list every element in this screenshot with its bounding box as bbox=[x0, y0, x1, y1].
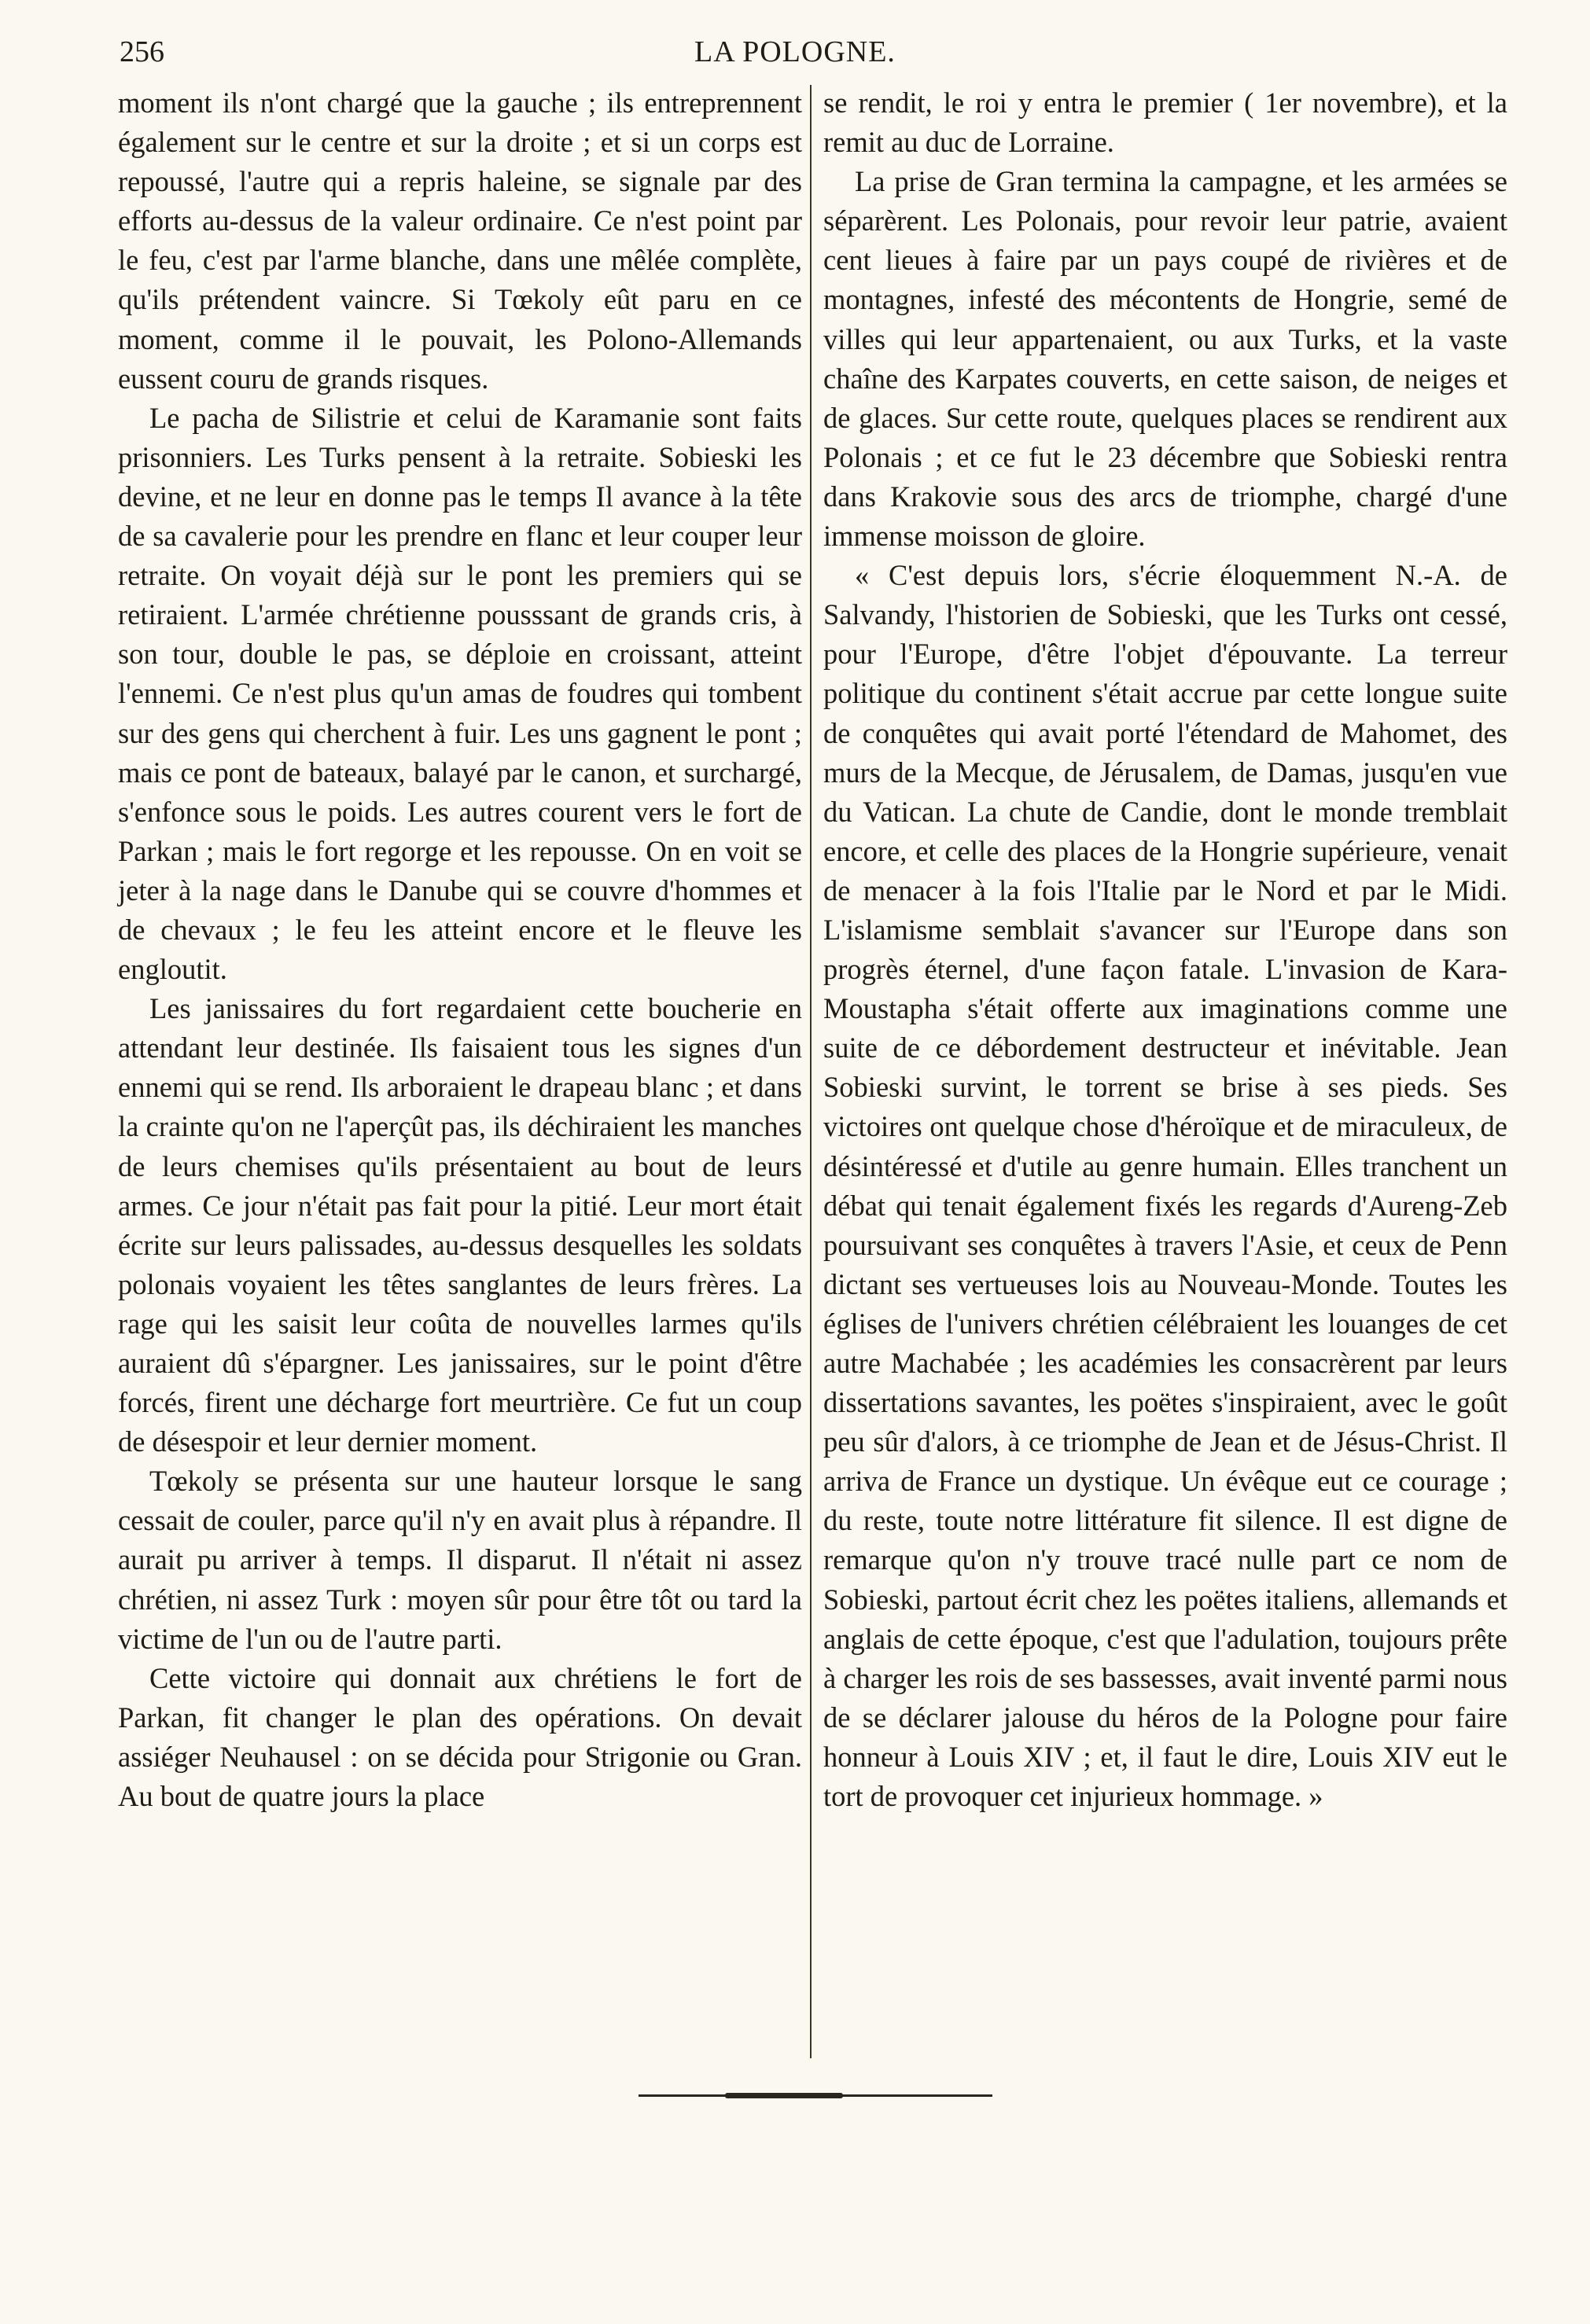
right-paragraph-3: « C'est depuis lors, s'écrie éloquemment N.-A. de Salvandy, l'historien de Sobieski, que les Turks ont cessé, pour l'Europe, d'être l'objet d'épouvante. La terreur politique du continent s'était accrue par cette longue suite de conquêtes qui avait porté l'étendard de Mahomet, des murs de la Mecque, de Jérusalem, de Damas, jusqu'en vue du Vatican. La chute de Candie, dont le monde tremblait encore, et celle des places de la Hongrie supérieure, venait de menacer à la fois l'Italie par le Nord et par le Midi. L'islamisme semblait s'avancer sur l'Europe dans son progrès éternel, d'une façon fatale. L'invasion de Kara-Moustapha s'était offerte aux imaginations comme une suite de ce débordement destructeur et inévitable. Jean Sobieski survint, le torrent se brise à ses pieds. Ses victoires ont quelque chose d'héroïque et de miraculeux, de désintéressé et d'utile au genre humain. Elles tranchent un débat qui tenait également fixés les regards d'Aureng-Zeb poursuivant ses conquêtes à travers l'Asie, et ceux de Penn dictant ses vertueuses lois au Nouveau-Monde. Toutes les églises de l'univers chrétien célébraient les louanges de cet autre Machabée ; les académies les consacrèrent par leurs dissertations savantes, les poëtes s'inspiraient, avec le goût peu sûr d'alors, à ce triomphe de Jean et de Jésus-Christ. Il arriva de France un dystique. Un évêque eut ce courage ; du reste, toute notre littérature fit silence. Il est digne de remarque qu'on n'y trouve tracé nulle part ce nom de Sobieski, partout écrit chez les poëtes italiens, allemands et anglais de cette époque, c'est que l'adulation, toujours prête à charger les rois de ses bassesses, avait inventé parmi nous de se déclarer jalouse du héros de la Pologne pour faire honneur à Louis XIV ; et, il faut le dire, Louis XIV eut le tort de provoquer cet injurieux hommage. » bbox=[823, 559, 1508, 1813]
right-paragraph-2: La prise de Gran termina la campagne, et les armées se séparèrent. Les Polonais, pour revoir leur patrie, avaient cent lieues à faire par un pays coupé de rivières et de montagnes, infesté des mécontents de Hongrie, semé de villes qui leur appartenaient, ou aux Turks, et la vaste chaîne des Karpates couverts, en cette saison, de neiges et de glaces. Sur cette route, quelques places se rendirent aux Polonais ; et ce fut le 23 décembre que Sobieski rentra dans Krakovie sous des arcs de triomphe, chargé d'une immense moisson de gloire. bbox=[823, 165, 1507, 553]
left-paragraph-2: Le pacha de Silistrie et celui de Karamanie sont faits prisonniers. Les Turks pensent à la retraite. Sobieski les devine, et ne leur en donne pas le temps Il avance à la tête de sa cavalerie pour les prendre en flanc et leur couper leur retraite. On voyait déjà sur le pont les premiers qui se retiraient. L'armée chrétienne pousssant de grands cris, à son tour, double le pas, se déploie en croissant, atteint l'ennemi. Ce n'est plus qu'un amas de foudres qui tombent sur des gens qui cherchent à fuir. Les uns gagnent le pont ; mais ce pont de bateaux, balayé par le canon, et surchargé, s'enfonce sous le poids. Les autres courent vers le fort de Parkan ; mais le fort regorge et les repousse. On en voit se jeter à la nage dans le Danube qui se couvre d'hommes et de chevaux ; le feu les atteint encore et le fleuve les engloutit. bbox=[118, 401, 802, 986]
left-column bbox=[118, 83, 802, 1816]
page-number: 256 bbox=[120, 35, 164, 68]
right-column bbox=[823, 83, 1507, 1816]
right-paragraph-1: se rendit, le roi y entra le premier ( 1er novembre), et la remit au duc de Lorraine. bbox=[823, 86, 1507, 159]
left-paragraph-1: moment ils n'ont chargé que la gauche ; ils entreprennent également sur le centre et sur la droite ; et si un corps est repoussé, l'autre qui a repris haleine, se signale par des efforts au-dessus de la valeur ordinaire. Ce n'est point par le feu, c'est par l'arme blanche, dans une mêlée complète, qu'ils prétendent vaincre. Si Tœkoly eût paru en ce moment, comme il le pouvait, les Polono-Allemands eussent couru de grands risques. bbox=[118, 86, 802, 395]
running-title: LA POLOGNE. bbox=[694, 35, 896, 68]
left-paragraph-5: Cette victoire qui donnait aux chrétiens le fort de Parkan, fit changer le plan des opérations. On devait assiéger Neuhausel : on se décida pour Strigonie ou Gran. Au bout de quatre jours la place bbox=[118, 1661, 802, 1813]
left-paragraph-4: Tœkoly se présenta sur une hauteur lorsque le sang cessait de couler, parce qu'il n'y en avait plus à répandre. Il aurait pu arriver à temps. Il disparut. Il n'était ni assez chrétien, ni assez Turk : moyen sûr pour être tôt ou tard la victime de l'un ou de l'autre parti. bbox=[118, 1465, 802, 1655]
column-divider bbox=[810, 85, 812, 2058]
end-rule bbox=[639, 2094, 992, 2097]
left-paragraph-3: Les janissaires du fort regardaient cette boucherie en attendant leur destinée. Ils faisaient tous les signes d'un ennemi qui se rend. Ils arboraient le drapeau blanc ; et dans la crainte qu'on ne l'aperçût pas, ils déchiraient les manches de leurs chemises qu'ils présentaient au bout de leurs armes. Ce jour n'était pas fait pour la pitié. Leur mort était écrite sur leurs palissades, au-dessus desquelles les soldats polonais voyaient les têtes sanglantes de leurs frères. La rage qui les saisit leur coûta de nouvelles larmes qu'ils auraient dû s'épargner. Les janissaires, sur le point d'être forcés, firent une décharge fort meurtrière. Ce fut un coup de désespoir et leur dernier moment. bbox=[118, 992, 802, 1458]
